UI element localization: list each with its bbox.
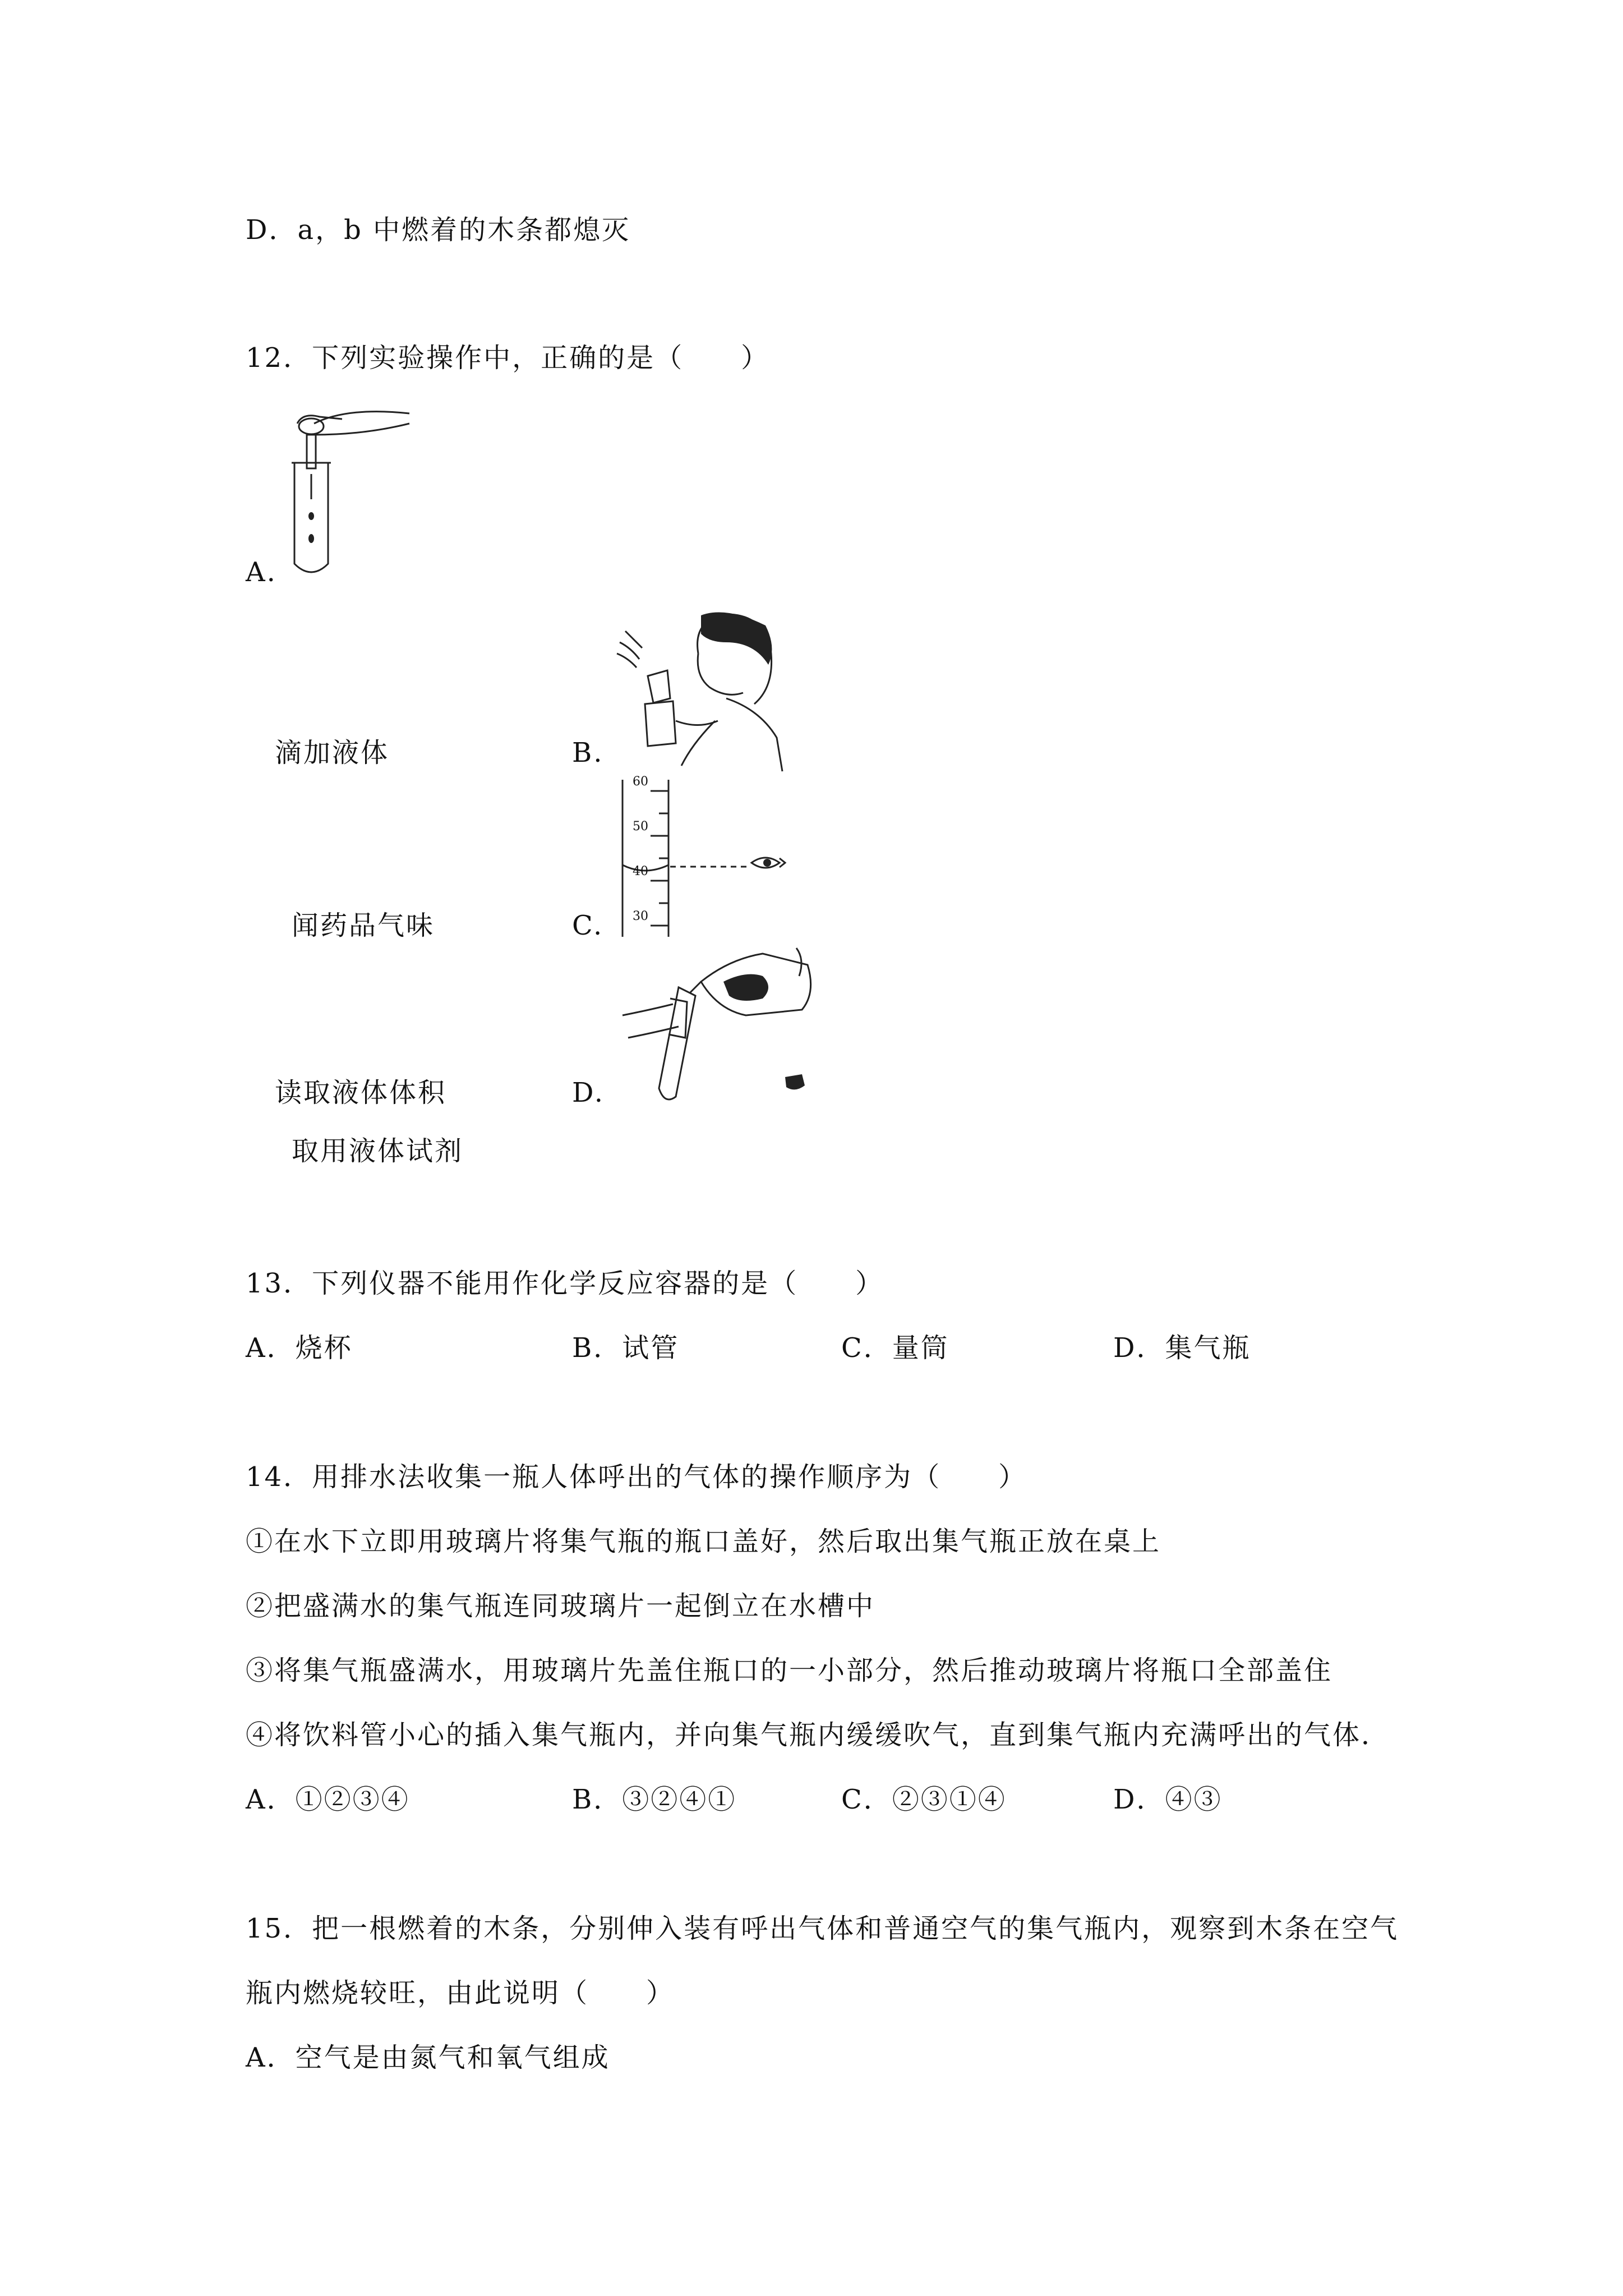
q12-option-a-letter: A. [246, 556, 277, 588]
q14-step-4: ④将饮料管小心的插入集气瓶内，并向集气瓶内缓缓吹气，直到集气瓶内充满呼出的气体． [246, 1719, 1390, 1751]
cylinder-tick-50: 50 [633, 820, 648, 834]
q15-option-a: A．空气是由氮气和氧气组成 [246, 2042, 610, 2073]
q15-stem-line2: 瓶内燃烧较旺，由此说明（ ） [246, 1977, 675, 2009]
q13-option-d: D．集气瓶 [1113, 1332, 1251, 1364]
q14-step-2: ②把盛满水的集气瓶连同玻璃片一起倒立在水槽中 [246, 1590, 875, 1622]
q12-caption-a: 滴加液体 [275, 737, 390, 769]
q14-stem: 14．用排水法收集一瓶人体呼出的气体的操作顺序为（ ） [246, 1461, 1027, 1493]
q12-option-d-letter: D. [572, 1077, 605, 1108]
q12-caption-c: 读取液体体积 [275, 1077, 447, 1108]
cylinder-tick-40: 40 [633, 864, 648, 878]
smelling-reagent-figure [614, 609, 782, 771]
q13-option-a: A．烧杯 [246, 1332, 353, 1364]
q14-option-b: B．③②④① [572, 1784, 737, 1815]
cylinder-tick-60: 60 [633, 775, 648, 789]
q15-stem-line1: 15．把一根燃着的木条，分别伸入装有呼出气体和普通空气的集气瓶内，观察到木条在空气 [246, 1913, 1399, 1944]
q12-option-c-letter: C. [572, 910, 604, 941]
dropper-test-tube-figure [280, 401, 415, 575]
q12-stem: 12．下列实验操作中，正确的是（ ） [246, 342, 770, 374]
q14-option-c: C．②③①④ [841, 1784, 1007, 1815]
q13-option-c: C．量筒 [841, 1332, 949, 1364]
q13-stem: 13．下列仪器不能用作化学反应容器的是（ ） [246, 1268, 884, 1299]
q13-option-b: B．试管 [572, 1332, 680, 1364]
q14-step-3: ③将集气瓶盛满水，用玻璃片先盖住瓶口的一小部分，然后推动玻璃片将瓶口全部盖住 [246, 1655, 1333, 1686]
q14-step-1: ①在水下立即用玻璃片将集气瓶的瓶口盖好，然后取出集气瓶正放在桌上 [246, 1526, 1161, 1557]
cylinder-tick-30: 30 [633, 909, 648, 923]
q14-option-a: A．①②③④ [246, 1784, 410, 1815]
q12-option-b-letter: B. [572, 737, 604, 769]
pouring-liquid-figure [617, 948, 808, 1111]
q12-caption-d: 取用液体试剂 [292, 1135, 464, 1167]
q12-caption-b: 闻药品气味 [292, 910, 435, 941]
q11-option-d: D．a，b 中燃着的木条都熄灭 [246, 214, 631, 246]
q14-option-d: D．④③ [1113, 1784, 1223, 1815]
